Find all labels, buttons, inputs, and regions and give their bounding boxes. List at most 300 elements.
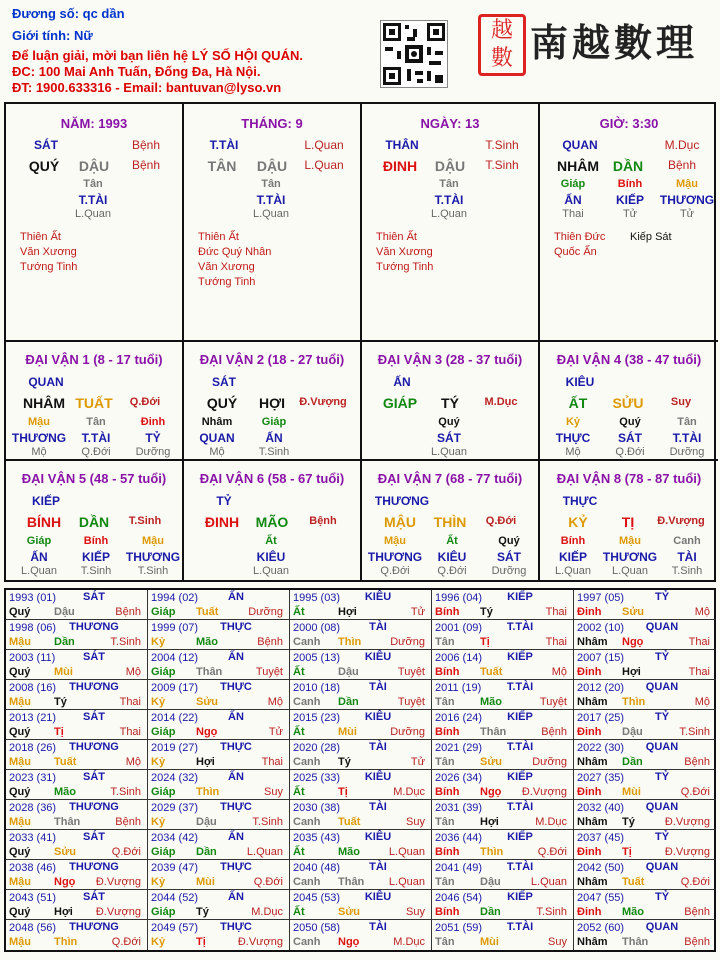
contact-line: Để luận giải, mời bạn liên hệ LÝ SỐ HỘI QUÁN. bbox=[12, 48, 303, 63]
year-stage: Bệnh bbox=[684, 906, 710, 918]
hidden-stage: T.Sinh bbox=[258, 446, 290, 458]
year-star: ẤN bbox=[228, 711, 244, 723]
year-cell bbox=[148, 770, 290, 800]
year-branch: Sửu bbox=[338, 906, 361, 918]
year-branch: Mùi bbox=[54, 666, 73, 678]
stage-label: Q.Đới bbox=[485, 515, 517, 527]
year-cell bbox=[148, 710, 290, 740]
year-cell bbox=[574, 590, 716, 620]
year-label: 2043 (51) bbox=[9, 892, 57, 904]
year-star: TỶ bbox=[654, 711, 670, 723]
year-cell bbox=[148, 740, 290, 770]
hidden-star: KIÊU bbox=[256, 550, 286, 564]
hidden-stage: Tử bbox=[622, 208, 638, 220]
year-stem: Nhâm bbox=[577, 696, 608, 708]
year-stem: Đinh bbox=[577, 666, 602, 678]
year-stage: Bệnh bbox=[541, 726, 567, 738]
hidden-star: THƯƠNG bbox=[602, 550, 658, 564]
earthly-branch: DẬU bbox=[256, 158, 288, 174]
stage-label: Bệnh bbox=[131, 158, 161, 172]
dai-van-title: ĐẠI VẬN 1 (8 - 17 tuổi) bbox=[25, 352, 163, 367]
year-label: 1994 (02) bbox=[151, 592, 199, 604]
stage-label: Đ.Vượng bbox=[657, 515, 705, 527]
hidden-stage: T.Sinh bbox=[671, 565, 703, 577]
special-star: Kiếp Sát bbox=[630, 231, 672, 243]
year-stem: Tân bbox=[435, 936, 455, 948]
hidden-stage: T.Sinh bbox=[137, 565, 169, 577]
year-label: 2031 (39) bbox=[435, 802, 483, 814]
year-label: 1999 (07) bbox=[151, 622, 199, 634]
year-stage: L.Quan bbox=[388, 876, 425, 888]
year-label: 2047 (55) bbox=[577, 892, 625, 904]
year-branch: Tị bbox=[622, 846, 632, 858]
year-branch: Ngọ bbox=[54, 876, 76, 888]
stage-label: M.Dục bbox=[664, 138, 700, 152]
year-stage: Thai bbox=[119, 696, 141, 708]
year-cell bbox=[574, 800, 716, 830]
year-stem: Kỷ bbox=[151, 636, 166, 648]
year-stage: Tuyệt bbox=[255, 666, 283, 678]
year-label: 2036 (44) bbox=[435, 832, 483, 844]
year-stage: Bệnh bbox=[115, 816, 141, 828]
dai-van-grid bbox=[4, 340, 716, 582]
year-stem: Ất bbox=[293, 846, 305, 858]
special-star: Văn Xương bbox=[376, 246, 433, 258]
year-branch: Hợi bbox=[622, 666, 641, 678]
year-stem: Bính bbox=[435, 726, 460, 738]
year-stage: Q.Đới bbox=[253, 876, 283, 888]
year-stem: Canh bbox=[293, 876, 321, 888]
special-stars bbox=[20, 230, 77, 275]
hidden-star: KIẾP bbox=[615, 193, 644, 207]
year-branch: Thân bbox=[622, 936, 649, 948]
heavenly-stem: TÂN bbox=[207, 158, 237, 174]
year-cell bbox=[290, 740, 432, 770]
logo-seal-icon: 越數 bbox=[478, 14, 526, 76]
year-stem: Kỷ bbox=[151, 816, 166, 828]
year-stage: T.Sinh bbox=[110, 636, 141, 648]
year-stem: Tân bbox=[435, 816, 455, 828]
hidden-stem: Bính bbox=[560, 535, 586, 547]
year-star: KIÊU bbox=[364, 771, 392, 783]
year-star: TÀI bbox=[369, 621, 387, 633]
year-cell bbox=[432, 740, 574, 770]
hidden-stage: L.Quan bbox=[252, 208, 290, 220]
year-branch: Tý bbox=[338, 756, 351, 768]
year-cell bbox=[6, 770, 148, 800]
year-stage: Q.Đới bbox=[680, 876, 710, 888]
year-label: 2039 (47) bbox=[151, 862, 199, 874]
year-stem: Tân bbox=[435, 696, 455, 708]
year-branch: Tị bbox=[54, 726, 64, 738]
year-stage: Tuyệt bbox=[539, 696, 567, 708]
year-stage: Q.Đới bbox=[537, 846, 567, 858]
dai-van-title: ĐẠI VẬN 7 (68 - 77 tuổi) bbox=[377, 471, 523, 486]
year-label: 2005 (13) bbox=[293, 652, 341, 664]
pillar-cell bbox=[6, 104, 184, 342]
year-cell bbox=[432, 800, 574, 830]
year-stage: Tử bbox=[268, 726, 283, 738]
earthly-branch: TUẤT bbox=[75, 395, 113, 411]
year-stage: Bệnh bbox=[115, 606, 141, 618]
year-stem: Quý bbox=[9, 726, 31, 738]
hidden-stage: Dưỡng bbox=[135, 446, 171, 458]
year-branch: Thìn bbox=[480, 846, 504, 858]
year-cell bbox=[148, 860, 290, 890]
year-star: TỶ bbox=[654, 831, 670, 843]
year-stage: Tử bbox=[410, 756, 425, 768]
year-stem: Bính bbox=[435, 666, 460, 678]
dai-van-cell bbox=[362, 342, 540, 461]
year-branch: Tý bbox=[480, 606, 493, 618]
year-cell bbox=[6, 590, 148, 620]
year-label: 2007 (15) bbox=[577, 652, 625, 664]
year-branch: Mùi bbox=[338, 726, 357, 738]
year-stage: M.Dục bbox=[535, 816, 567, 828]
hidden-stem: Ất bbox=[446, 535, 458, 547]
year-label: 2035 (43) bbox=[293, 832, 341, 844]
hidden-stage: Q.Đới bbox=[437, 565, 467, 577]
year-branch: Dần bbox=[480, 906, 501, 918]
year-branch: Sửu bbox=[622, 606, 645, 618]
dai-van-cell bbox=[6, 342, 184, 461]
special-star: Thiên Ất bbox=[198, 231, 239, 243]
year-branch: Ngọ bbox=[480, 786, 502, 798]
year-label: 2051 (59) bbox=[435, 922, 483, 934]
main-star: THÂN bbox=[385, 138, 419, 152]
year-star: ẤN bbox=[228, 651, 244, 663]
year-stem: Nhâm bbox=[577, 636, 608, 648]
special-star: Quốc Ấn bbox=[554, 246, 597, 258]
year-star: T.TÀI bbox=[506, 681, 534, 693]
year-star: QUAN bbox=[645, 681, 679, 693]
year-stem: Mậu bbox=[9, 876, 31, 888]
hidden-stem: Quý bbox=[619, 416, 641, 428]
year-cell bbox=[6, 890, 148, 920]
year-branch: Mão bbox=[622, 906, 644, 918]
year-branch: Dần bbox=[54, 636, 75, 648]
year-star: THƯƠNG bbox=[69, 861, 119, 873]
hidden-star: THƯƠNG bbox=[367, 550, 423, 564]
year-stage: Suy bbox=[264, 786, 283, 798]
hidden-star: T.TÀI bbox=[672, 431, 702, 445]
stage-label: L.Quan bbox=[304, 158, 344, 172]
year-label: 2037 (45) bbox=[577, 832, 625, 844]
year-branch: Hợi bbox=[338, 606, 357, 618]
year-star: QUAN bbox=[645, 861, 679, 873]
heavenly-stem: QUÝ bbox=[206, 395, 238, 411]
year-stage: Dưỡng bbox=[532, 756, 567, 768]
year-branch: Tý bbox=[622, 816, 635, 828]
hidden-stage: Mộ bbox=[31, 446, 47, 458]
year-stage: Bệnh bbox=[257, 636, 283, 648]
year-stem: Kỷ bbox=[151, 936, 166, 948]
year-star: KIÊU bbox=[364, 831, 392, 843]
earthly-branch: THÌN bbox=[433, 514, 467, 530]
year-stage: Mộ bbox=[694, 606, 710, 618]
special-star: Thiên Ất bbox=[376, 231, 417, 243]
year-star: KIẾP bbox=[507, 711, 533, 723]
stage-label: Đ.Vượng bbox=[299, 396, 347, 408]
stage-label: T.Sinh bbox=[485, 138, 519, 152]
year-star: TỶ bbox=[654, 771, 670, 783]
hidden-stage: Tử bbox=[679, 208, 695, 220]
year-cell bbox=[6, 710, 148, 740]
hidden-star: TỶ bbox=[145, 431, 161, 445]
year-stem: Kỷ bbox=[151, 876, 166, 888]
year-branch: Mão bbox=[338, 846, 360, 858]
special-star: Thiên Đức bbox=[554, 231, 606, 243]
year-cell bbox=[432, 860, 574, 890]
year-star: THƯƠNG bbox=[69, 621, 119, 633]
year-star: TÀI bbox=[369, 921, 387, 933]
year-cell bbox=[432, 830, 574, 860]
year-branch: Thìn bbox=[196, 786, 220, 798]
year-branch: Dần bbox=[338, 696, 359, 708]
pillar-cell bbox=[540, 104, 718, 342]
year-stem: Quý bbox=[9, 666, 31, 678]
year-branch: Sửu bbox=[480, 756, 503, 768]
year-branch: Tuất bbox=[622, 876, 645, 888]
year-label: 2029 (37) bbox=[151, 802, 199, 814]
year-star: SÁT bbox=[83, 711, 105, 723]
year-stem: Mậu bbox=[9, 936, 31, 948]
year-star: THƯƠNG bbox=[69, 921, 119, 933]
main-star: ẤN bbox=[393, 375, 411, 389]
year-stem: Quý bbox=[9, 906, 31, 918]
year-cell bbox=[432, 680, 574, 710]
year-star: THỰC bbox=[220, 621, 252, 633]
heavenly-stem: ẤT bbox=[568, 395, 588, 411]
year-cell bbox=[574, 860, 716, 890]
year-label: 2041 (49) bbox=[435, 862, 483, 874]
year-branch: Ngọ bbox=[196, 726, 218, 738]
year-branch: Tuất bbox=[338, 816, 361, 828]
dai-van-title: ĐẠI VẬN 4 (38 - 47 tuổi) bbox=[556, 352, 702, 367]
year-stage: Mộ bbox=[125, 756, 141, 768]
hidden-stem: Bính bbox=[83, 535, 109, 547]
year-stem: Quý bbox=[9, 606, 31, 618]
year-cell bbox=[574, 920, 716, 950]
owner-name: Đương số: qc dần bbox=[12, 6, 125, 21]
hidden-star: T.TÀI bbox=[81, 431, 111, 445]
pillar-cell bbox=[184, 104, 362, 342]
pillar-title: GIỜ: 3:30 bbox=[599, 116, 659, 131]
hidden-star: T.TÀI bbox=[78, 193, 108, 207]
year-star: ẤN bbox=[228, 891, 244, 903]
year-star: KIÊU bbox=[364, 711, 392, 723]
year-cell bbox=[574, 830, 716, 860]
year-stage: Thai bbox=[119, 726, 141, 738]
year-label: 2021 (29) bbox=[435, 742, 483, 754]
earthly-branch: DẦN bbox=[612, 158, 644, 174]
year-stem: Mậu bbox=[9, 636, 31, 648]
dai-van-cell bbox=[184, 342, 362, 461]
year-stem: Nhâm bbox=[577, 936, 608, 948]
hidden-star: THỰC bbox=[555, 431, 591, 445]
year-stem: Giáp bbox=[151, 726, 176, 738]
year-star: KIẾP bbox=[507, 891, 533, 903]
hidden-stage: L.Quan bbox=[252, 565, 290, 577]
year-star: THƯƠNG bbox=[69, 741, 119, 753]
year-branch: Tị bbox=[338, 786, 348, 798]
year-branch: Mùi bbox=[622, 786, 641, 798]
year-stage: L.Quan bbox=[530, 876, 567, 888]
year-stage: Q.Đới bbox=[111, 846, 141, 858]
heavenly-stem: NHÂM bbox=[557, 158, 599, 174]
main-star: T.TÀI bbox=[209, 138, 239, 152]
year-star: KIẾP bbox=[507, 831, 533, 843]
year-stage: Đ.Vượng bbox=[237, 936, 283, 948]
year-label: 2001 (09) bbox=[435, 622, 483, 634]
dai-van-title: ĐẠI VẬN 6 (58 - 67 tuổi) bbox=[199, 471, 345, 486]
year-stem: Giáp bbox=[151, 786, 176, 798]
heavenly-stem: ĐINH bbox=[382, 158, 418, 174]
year-cell bbox=[148, 800, 290, 830]
year-label: 1998 (06) bbox=[9, 622, 57, 634]
year-stage: Mộ bbox=[694, 696, 710, 708]
year-stem: Canh bbox=[293, 936, 321, 948]
hidden-stem: Canh bbox=[673, 535, 701, 547]
year-stem: Quý bbox=[9, 846, 31, 858]
year-stem: Mậu bbox=[9, 816, 31, 828]
year-label: 2015 (23) bbox=[293, 712, 341, 724]
year-star: THƯƠNG bbox=[69, 681, 119, 693]
stage-label: M.Dục bbox=[484, 396, 518, 408]
heavenly-stem: GIÁP bbox=[382, 395, 418, 411]
year-stem: Giáp bbox=[151, 846, 176, 858]
hidden-star: KIÊU bbox=[437, 550, 467, 564]
hidden-stem: Mậu bbox=[28, 416, 50, 428]
year-branch: Mão bbox=[54, 786, 76, 798]
year-branch: Dần bbox=[622, 756, 643, 768]
year-stage: Bệnh bbox=[684, 756, 710, 768]
year-branch: Dậu bbox=[480, 876, 501, 888]
hidden-stem: Mậu bbox=[676, 178, 698, 190]
year-branch: Ngọ bbox=[338, 936, 360, 948]
year-star: T.TÀI bbox=[506, 741, 534, 753]
year-stage: Suy bbox=[406, 906, 425, 918]
year-cell bbox=[290, 710, 432, 740]
dai-van-cell bbox=[6, 461, 184, 580]
year-star: TÀI bbox=[369, 801, 387, 813]
hidden-stem: Quý bbox=[498, 535, 520, 547]
hidden-star: T.TÀI bbox=[256, 193, 286, 207]
year-star: T.TÀI bbox=[506, 921, 534, 933]
year-cell bbox=[574, 890, 716, 920]
hidden-stem: Tân bbox=[83, 178, 103, 190]
year-cell bbox=[432, 770, 574, 800]
heavenly-stem: QUÝ bbox=[28, 158, 60, 174]
year-stem: Canh bbox=[293, 816, 321, 828]
dai-van-title: ĐẠI VẬN 2 (18 - 27 tuổi) bbox=[199, 352, 345, 367]
year-stem: Mậu bbox=[9, 696, 31, 708]
dai-van-title: ĐẠI VẬN 8 (78 - 87 tuổi) bbox=[556, 471, 702, 486]
year-branch: Mùi bbox=[196, 876, 215, 888]
year-branch: Dậu bbox=[54, 606, 75, 618]
main-star: KIẾP bbox=[31, 494, 60, 508]
year-stem: Ất bbox=[293, 666, 305, 678]
hidden-stage: Thai bbox=[562, 208, 584, 220]
earthly-branch: SỬU bbox=[612, 395, 644, 411]
year-star: SÁT bbox=[83, 651, 105, 663]
earthly-branch: DẬU bbox=[434, 158, 466, 174]
year-stage: Suy bbox=[406, 816, 425, 828]
hidden-stem: Mậu bbox=[384, 535, 406, 547]
stage-label: Bệnh bbox=[131, 138, 161, 152]
stage-label: Suy bbox=[670, 396, 692, 408]
year-stage: Suy bbox=[548, 936, 567, 948]
year-cell bbox=[148, 680, 290, 710]
year-branch: Thìn bbox=[622, 696, 646, 708]
year-cell bbox=[6, 800, 148, 830]
year-stage: T.Sinh bbox=[110, 786, 141, 798]
main-star: THƯƠNG bbox=[374, 494, 430, 508]
heavenly-stem: NHÂM bbox=[23, 395, 65, 411]
hidden-star: THƯƠNG bbox=[659, 193, 715, 207]
year-star: ẤN bbox=[228, 771, 244, 783]
year-star: THƯƠNG bbox=[69, 801, 119, 813]
dai-van-cell bbox=[540, 461, 718, 580]
year-cell bbox=[290, 860, 432, 890]
hidden-star: TÀI bbox=[677, 550, 697, 564]
year-cell bbox=[290, 800, 432, 830]
year-stage: T.Sinh bbox=[536, 906, 567, 918]
year-stem: Giáp bbox=[151, 666, 176, 678]
year-stage: Đ.Vượng bbox=[95, 876, 141, 888]
year-stem: Đinh bbox=[577, 906, 602, 918]
year-cell bbox=[6, 650, 148, 680]
pillar-title: NĂM: 1993 bbox=[60, 116, 128, 131]
year-label: 2014 (22) bbox=[151, 712, 199, 724]
year-cell bbox=[148, 890, 290, 920]
hidden-stem: Giáp bbox=[261, 416, 287, 428]
year-cell bbox=[290, 830, 432, 860]
year-stage: Đ.Vượng bbox=[664, 846, 710, 858]
year-cell bbox=[432, 890, 574, 920]
year-cell bbox=[432, 620, 574, 650]
special-star: Tướng Tinh bbox=[20, 261, 78, 273]
year-stem: Nhâm bbox=[577, 816, 608, 828]
year-star: QUAN bbox=[645, 621, 679, 633]
year-label: 2049 (57) bbox=[151, 922, 199, 934]
hidden-stem: Bính bbox=[617, 178, 643, 190]
year-label: 2024 (32) bbox=[151, 772, 199, 784]
year-cell bbox=[148, 620, 290, 650]
year-label: 2011 (19) bbox=[435, 682, 482, 694]
year-branch: Hợi bbox=[480, 816, 499, 828]
address-line: ĐC: 100 Mai Anh Tuấn, Đống Đa, Hà Nội. bbox=[12, 64, 261, 79]
year-stem: Bính bbox=[435, 846, 460, 858]
hidden-stem: Giáp bbox=[26, 535, 52, 547]
year-stem: Tân bbox=[435, 636, 455, 648]
hidden-star: ẤN bbox=[564, 193, 582, 207]
hidden-stage: L.Quan bbox=[611, 565, 649, 577]
year-stem: Mậu bbox=[9, 756, 31, 768]
hidden-stage: L.Quan bbox=[20, 565, 58, 577]
year-stem: Giáp bbox=[151, 606, 176, 618]
year-label: 2045 (53) bbox=[293, 892, 341, 904]
year-branch: Thân bbox=[196, 666, 223, 678]
main-star: QUAN bbox=[28, 375, 64, 389]
year-stem: Đinh bbox=[577, 726, 602, 738]
year-branch: Dần bbox=[196, 846, 217, 858]
year-cell bbox=[290, 590, 432, 620]
year-branch: Tuất bbox=[480, 666, 503, 678]
year-stage: Dưỡng bbox=[248, 606, 283, 618]
heavenly-stem: KỶ bbox=[568, 514, 588, 530]
year-cell bbox=[290, 680, 432, 710]
